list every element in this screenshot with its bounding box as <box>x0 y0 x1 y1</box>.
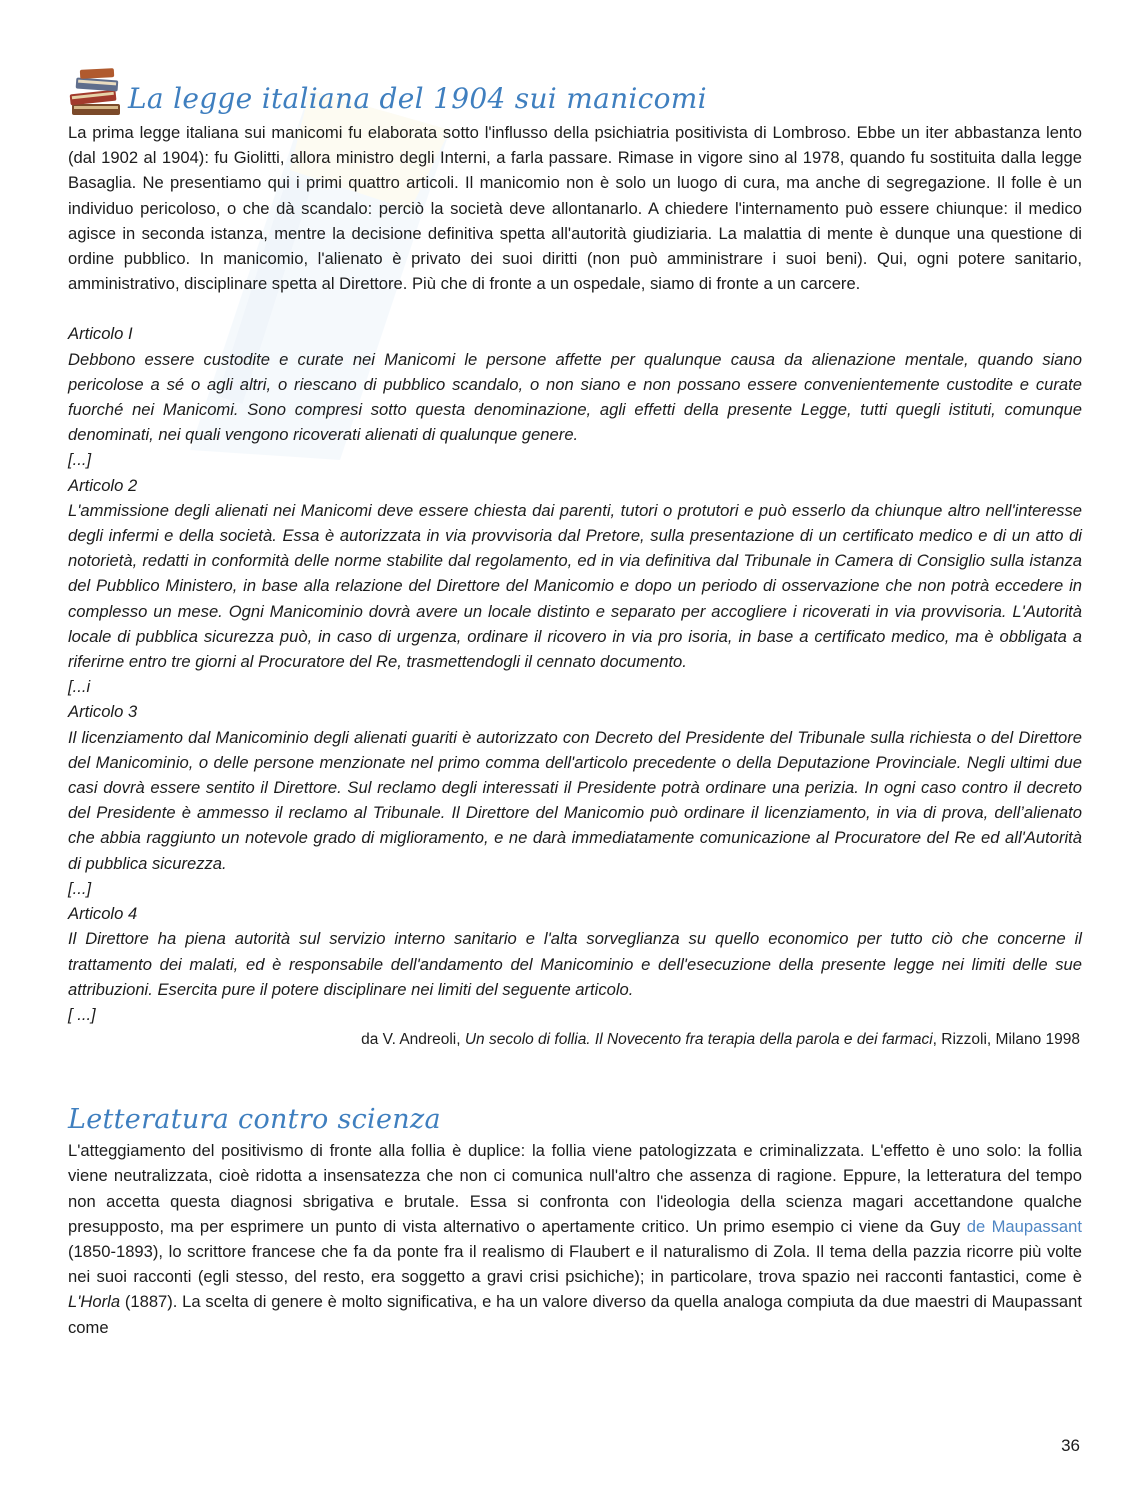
maupassant-link[interactable]: de Maupassant <box>966 1216 1083 1236</box>
source-citation <box>68 1027 1082 1052</box>
article-text: L'ammissione degli alienati nei Manicomi deve essere chiesta dai parenti, tutori o protutori e può esserlo da chiunque altro nell'interesse degli infermi e della società. Essa è autorizzata in via provvisoria dal Pretore, sulla presentazione di un certificato medico e di un atto di notorietà, redatti in conformità delle norme stabilite dal regolamento, ed in via definitiva dal Tribunale in Camera di Consiglio sulla istanza del Pubblico Ministero, in base alla relazione del Direttore del Manicomio e dopo un periodo di osservazione che non potrà eccedere in complesso un mese. Ogni Manicominio dovrà avere un locale distinto e separato per accogliere i ricoverati in via provvisoria. L'Autorità locale di pubblica sicurezza può, in caso di urgenza, ordinare il ricovero in via pro isoria, in base a certificato medico, ma è obbligata a riferirne entro tre giorni al Procuratore del Re, trasmettendogli il cennato documento. <box>68 500 1082 672</box>
article-heading: Articolo I <box>68 324 133 344</box>
paragraph-text: (1887). La scelta di genere è molto significativa, e ha un valore diverso da quella analoga compiuta da due maestri di Maupassant come <box>68 1292 1082 1337</box>
article-ellipsis: [...i <box>68 677 91 697</box>
article-heading: Articolo 4 <box>68 904 138 924</box>
article-text: Debbono essere custodite e curate nei Manicomi le persone affette per qualunque causa da alienazione mentale, quando siano pericolose a sé o agli altri, o riescano di pubblico scandalo, o non siano e non possano essere convenientemente custodite e curate fuorché nei Manicomi. Sono compresi sotto questa denominazione, agli effetti della presente Legge, tutti quegli istituti, comunque denominati, nei quali vengono ricoverati alienati di qualunque genere. <box>68 349 1082 445</box>
page-number: 36 <box>1061 1436 1080 1455</box>
document-page <box>68 68 1082 1340</box>
section2-paragraph <box>68 1138 1082 1340</box>
section-title: La legge italiana del 1904 sui manicomi <box>128 82 707 115</box>
article-ellipsis: [...] <box>68 878 92 898</box>
article-1 <box>68 321 1082 472</box>
article-text: Il Direttore ha piena autorità sul servizio interno sanitario e l'alta sorveglianza su quello economico per tutto ciò che concerne il trattamento dei malati, ed è responsabile dell'andamento del Manicominio e dell'esecuzione della presente legge nei limiti delle sue attribuzioni. Esercita pure il potere disciplinare nei limiti del seguente articolo. <box>68 929 1082 999</box>
article-ellipsis: [...] <box>68 450 92 470</box>
article-4 <box>68 901 1082 1027</box>
paragraph-text: (1850-1893), lo scrittore francese che fa da ponte fra il realismo di Flaubert e il naturalismo di Zola. Il tema della pazzia ricorre più volte nei suoi racconti (egli stesso, del resto, era soggetto a gravi crisi psichiche); in particolare, trova spazio nei racconti fantastici, come è <box>68 1241 1082 1287</box>
work-title: L'Horla <box>68 1292 121 1312</box>
article-ellipsis: [ ...] <box>68 1004 96 1024</box>
paragraph-text: L'atteggiamento del positivismo di fronte alla follia è duplice: la follia viene patologizzata e criminalizzata. L'effetto è uno solo: la follia viene neutralizzata, cioè ridotta a insensatezza che non ci comunica null'altro che assenza di ragione. Eppure, la letteratura del tempo non accetta questa diagnosi sbrigativa e brutale. Essa si confronta con l'ideologia della scienza magari accettandone qualche presupposto, ma per esprimere un punto di vista alternativo o apertamente critico. Un primo esempio ci viene da Guy <box>68 1141 1082 1236</box>
citation-prefix: da V. Andreoli, <box>361 1031 465 1049</box>
section-header-1 <box>68 68 1082 120</box>
article-heading: Articolo 3 <box>68 702 138 722</box>
intro-paragraph: La prima legge italiana sui manicomi fu elaborata sotto l'influsso della psichiatria positivista di Lombroso. Ebbe un iter abbastanza lento (dal 1902 al 1904): fu Giolitti, allora ministro degli Interni, a farla passare. Rimase in vigore sino al 1978, quando fu sostituita dalla legge Basaglia. Ne presentiamo qui i primi quattro articoli. Il manicomio non è solo un luogo di cura, ma anche di segregazione. Il folle è un individuo pericoloso, o che dà scandalo: perciò la società deve allontanarlo. A chiedere l'internamento può essere chiunque: il medico agisce in seconda istanza, mentre la decisione definitiva spetta all'autorità giudiziaria. La malattia di mente è dunque una questione di ordine pubblico. In manicomio, l'alienato è privato dei suoi diritti (non può amministrare i suoi beni). Qui, ogni potere sanitario, amministrativo, disciplinare spetta al Direttore. Più che di fronte a un ospedale, siamo di fronte a un carcere. <box>68 123 1082 294</box>
section-title-2: Letteratura contro scienza <box>68 1104 441 1136</box>
books-icon <box>68 68 126 120</box>
article-heading: Articolo 2 <box>68 475 138 495</box>
article-text: Il licenziamento dal Manicominio degli alienati guariti è autorizzato con Decreto del Presidente del Tribunale sulla richiesta o del Direttore del Manicominio, o delle persone menzionate nel primo comma dell'articolo precedente o della Deputazione Provinciale. Negli ultimi due casi dovrà essere sentito il Direttore. Sul reclamo degli interessati il Presidente potrà ordinare una perizia. In ogni caso contro il decreto del Presidente è ammesso il reclamo al Tribunale. Il Direttore del Manicomio può ordinare il licenziamento, in via di prova, dell’alienato che abbia raggiunto un notevole grado di miglioramento, e ne darà immediatamente comunicazione al Procuratore del Re ed all'Autorità di pubblica sicurezza. <box>68 727 1082 873</box>
article-2 <box>68 473 1082 700</box>
citation-suffix: , Rizzoli, Milano 1998 <box>932 1031 1080 1049</box>
article-3 <box>68 699 1082 901</box>
citation-work: Un secolo di follia. Il Novecento fra terapia della parola e dei farmaci <box>464 1031 933 1049</box>
